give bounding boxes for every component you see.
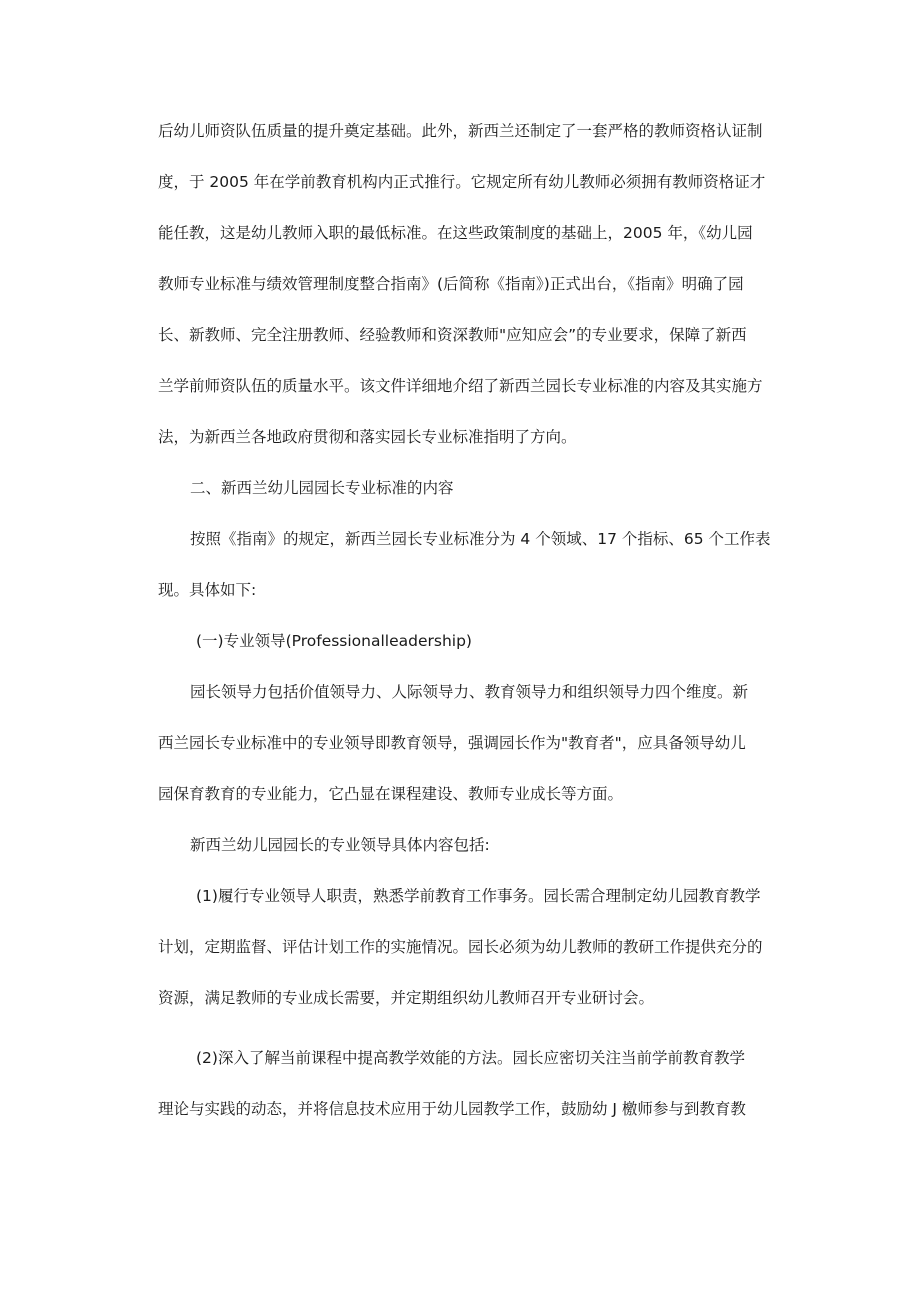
paragraph-line: 新西兰幼儿园园长的专业领导具体内容包括:: [190, 836, 490, 854]
paragraph-line: 现。具体如下:: [158, 581, 257, 599]
paragraph-line: 理论与实践的动态，并将信息技术应用于幼儿园教学工作，鼓励幼 J 檄师参与到教育教: [158, 1100, 746, 1118]
paragraph-line: 后幼儿师资队伍质量的提升奠定基础。此外，新西兰还制定了一套严格的教师资格认证制: [158, 122, 763, 140]
paragraph-line: 园长领导力包括价值领导力、人际领导力、教育领导力和组织领导力四个维度。新: [190, 683, 749, 701]
section-heading: 二、新西兰幼儿园园长专业标准的内容: [190, 479, 454, 497]
subsection-heading: (一)专业领导(Professionalleadership): [196, 632, 472, 650]
paragraph-line: 按照《指南》的规定，新西兰园长专业标准分为 4 个领域、17 个指标、65 个工作表: [190, 530, 771, 548]
paragraph-line: 西兰园长专业标准中的专业领导即教育领导，强调园长作为"教育者"，应具备领导幼儿: [158, 734, 746, 752]
paragraph-line: 法，为新西兰各地政府贯彻和落实园长专业标准指明了方向。: [158, 428, 577, 446]
paragraph-line: 资源，满足教师的专业成长需要，并定期组织幼儿教师召开专业研讨会。: [158, 989, 655, 1007]
list-item: (2)深入了解当前课程中提高教学效能的方法。园长应密切关注当前学前教育教学: [196, 1049, 745, 1067]
paragraph-line: 度，于 2005 年在学前教育机构内正式推行。它规定所有幼儿教师必须拥有教师资格证才: [158, 173, 766, 191]
paragraph-line: 兰学前师资队伍的质量水平。该文件详细地介绍了新西兰园长专业标准的内容及其实施方: [158, 377, 763, 395]
paragraph-line: 长、新教师、完全注册教师、经验教师和资深教师"应知应会”的专业要求，保障了新西: [158, 326, 747, 344]
paragraph-line: 园保育教育的专业能力，它凸显在课程建设、教师专业成长等方面。: [158, 785, 624, 803]
paragraph-line: 计划，定期监督、评估计划工作的实施情况。园长必须为幼儿教师的教研工作提供充分的: [158, 938, 763, 956]
list-item: (1)履行专业领导人职责，熟悉学前教育工作事务。园长需合理制定幼儿园教育教学: [196, 887, 761, 905]
paragraph-line: 能任教，这是幼儿教师入职的最低标准。在这些政策制度的基础上，2005 年，《幼儿园: [158, 224, 753, 242]
paragraph-line: 教师专业标准与绩效管理制度整合指南》(后简称《指南》)正式出台，《指南》明确了园: [158, 275, 744, 293]
